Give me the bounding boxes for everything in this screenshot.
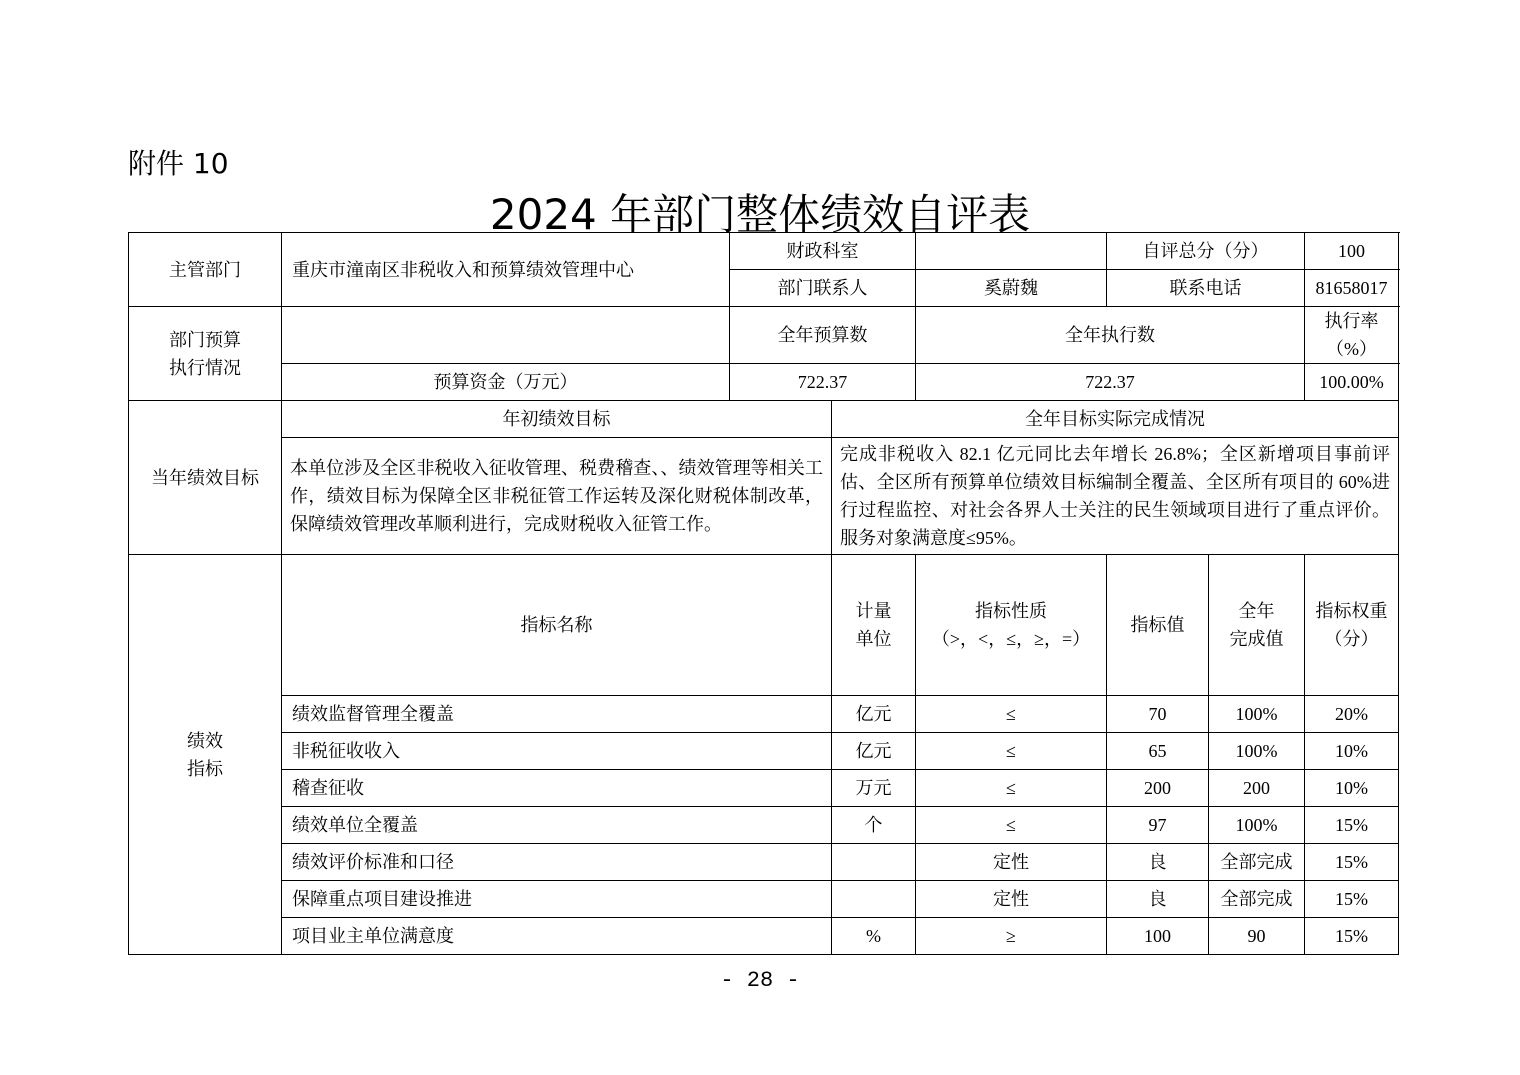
indicator-nature: ≥ xyxy=(916,918,1107,955)
score-value: 100 xyxy=(1305,233,1399,270)
indicator-unit: 万元 xyxy=(832,770,916,807)
indicator-nature: 定性 xyxy=(916,844,1107,881)
phone-value: 81658017 xyxy=(1305,270,1399,307)
budget-row-values xyxy=(129,364,1399,401)
budget-label: 部门预算 执行情况 xyxy=(129,307,282,401)
indicator-done: 100% xyxy=(1209,807,1305,844)
office-value xyxy=(916,233,1107,270)
indicator-weight: 15% xyxy=(1305,807,1399,844)
indicator-value: 97 xyxy=(1107,807,1209,844)
indicator-nature: ≤ xyxy=(916,733,1107,770)
indicator-unit: 亿元 xyxy=(832,733,916,770)
indicator-value: 70 xyxy=(1107,696,1209,733)
indicator-unit: 个 xyxy=(832,807,916,844)
goals-label: 当年绩效目标 xyxy=(129,401,282,555)
indicator-unit xyxy=(832,881,916,918)
table-row xyxy=(129,844,1399,881)
indicators-label: 绩效 指标 xyxy=(129,555,282,955)
page-title: 2024 年部门整体绩效自评表 xyxy=(489,190,1031,239)
indicator-header-row xyxy=(129,555,1399,696)
table-row xyxy=(129,807,1399,844)
indicator-name: 绩效评价标准和口径 xyxy=(282,844,832,881)
initial-goals-header: 年初绩效目标 xyxy=(282,401,832,438)
table-row xyxy=(129,733,1399,770)
indicator-done: 100% xyxy=(1209,733,1305,770)
indicator-nature: ≤ xyxy=(916,696,1107,733)
exec-rate-value: 100.00% xyxy=(1305,364,1399,401)
indicator-value: 100 xyxy=(1107,918,1209,955)
page-number: - 28 - xyxy=(720,968,800,993)
exec-rate-header: 执行率（%） xyxy=(1305,307,1399,364)
budget-blank-cell xyxy=(282,307,730,364)
indicator-weight: 15% xyxy=(1305,844,1399,881)
indicator-weight: 20% xyxy=(1305,696,1399,733)
indicator-done: 100% xyxy=(1209,696,1305,733)
indicator-weight: 10% xyxy=(1305,733,1399,770)
phone-label: 联系电话 xyxy=(1107,270,1305,307)
contact-value: 奚蔚魏 xyxy=(916,270,1107,307)
table-row xyxy=(129,881,1399,918)
office-label: 财政科室 xyxy=(730,233,916,270)
indicator-unit: 亿元 xyxy=(832,696,916,733)
initial-goals-text: 本单位涉及全区非税收入征收管理、税费稽查、、绩效管理等相关工作，绩效目标为保障全区非税征管工作运转及深化财税体制改革，保障绩效管理改革顺利进行，完成财税收入征管工作。 xyxy=(282,438,832,555)
budget-row-header xyxy=(129,307,1399,364)
attachment-label: 附件 10 xyxy=(128,147,229,180)
goals-text-row xyxy=(129,438,1399,555)
score-label: 自评总分（分） xyxy=(1107,233,1305,270)
goals-header-row xyxy=(129,401,1399,438)
table-row xyxy=(129,696,1399,733)
indicator-done-header: 全年 完成值 xyxy=(1209,555,1305,696)
indicator-name: 项目业主单位满意度 xyxy=(282,918,832,955)
annual-budget-header: 全年预算数 xyxy=(730,307,916,364)
annual-exec-value: 722.37 xyxy=(916,364,1305,401)
actual-goals-text: 完成非税收入 82.1 亿元同比去年增长 26.8%；全区新增项目事前评估、全区所有预算单位绩效目标编制全覆盖、全区所有项目的 60%进行过程监控、对社会各界人士关注的民生领域项目进行了重点评价。服务对象满意度≤95%。 xyxy=(832,438,1399,555)
indicator-nature: ≤ xyxy=(916,807,1107,844)
indicator-nature-header: 指标性质 （>，<，≤，≥，=） xyxy=(916,555,1107,696)
indicator-weight: 15% xyxy=(1305,881,1399,918)
indicator-value: 良 xyxy=(1107,881,1209,918)
contact-label: 部门联系人 xyxy=(730,270,916,307)
indicator-unit-header: 计量 单位 xyxy=(832,555,916,696)
budget-row-label: 预算资金（万元） xyxy=(282,364,730,401)
indicator-value-header: 指标值 xyxy=(1107,555,1209,696)
indicator-weight: 15% xyxy=(1305,918,1399,955)
table-row xyxy=(129,770,1399,807)
indicator-name: 稽查征收 xyxy=(282,770,832,807)
indicator-done: 90 xyxy=(1209,918,1305,955)
actual-goals-header: 全年目标实际完成情况 xyxy=(832,401,1399,438)
dept-label: 主管部门 xyxy=(129,233,282,307)
annual-exec-header: 全年执行数 xyxy=(916,307,1305,364)
table-row xyxy=(129,918,1399,955)
indicator-weight-header: 指标权重 （分） xyxy=(1305,555,1399,696)
indicator-nature: ≤ xyxy=(916,770,1107,807)
indicator-unit xyxy=(832,844,916,881)
self-evaluation-table xyxy=(128,232,1399,955)
indicator-name: 非税征收收入 xyxy=(282,733,832,770)
dept-value: 重庆市潼南区非税收入和预算绩效管理中心 xyxy=(282,233,730,307)
indicator-value: 200 xyxy=(1107,770,1209,807)
indicator-name: 保障重点项目建设推进 xyxy=(282,881,832,918)
indicator-nature: 定性 xyxy=(916,881,1107,918)
indicator-done: 全部完成 xyxy=(1209,844,1305,881)
indicator-done: 全部完成 xyxy=(1209,881,1305,918)
header-row-1 xyxy=(129,233,1399,270)
annual-budget-value: 722.37 xyxy=(730,364,916,401)
indicator-name: 绩效监督管理全覆盖 xyxy=(282,696,832,733)
indicator-value: 良 xyxy=(1107,844,1209,881)
indicator-done: 200 xyxy=(1209,770,1305,807)
indicator-unit: % xyxy=(832,918,916,955)
indicator-value: 65 xyxy=(1107,733,1209,770)
indicator-name: 绩效单位全覆盖 xyxy=(282,807,832,844)
indicator-weight: 10% xyxy=(1305,770,1399,807)
indicator-name-header: 指标名称 xyxy=(282,555,832,696)
